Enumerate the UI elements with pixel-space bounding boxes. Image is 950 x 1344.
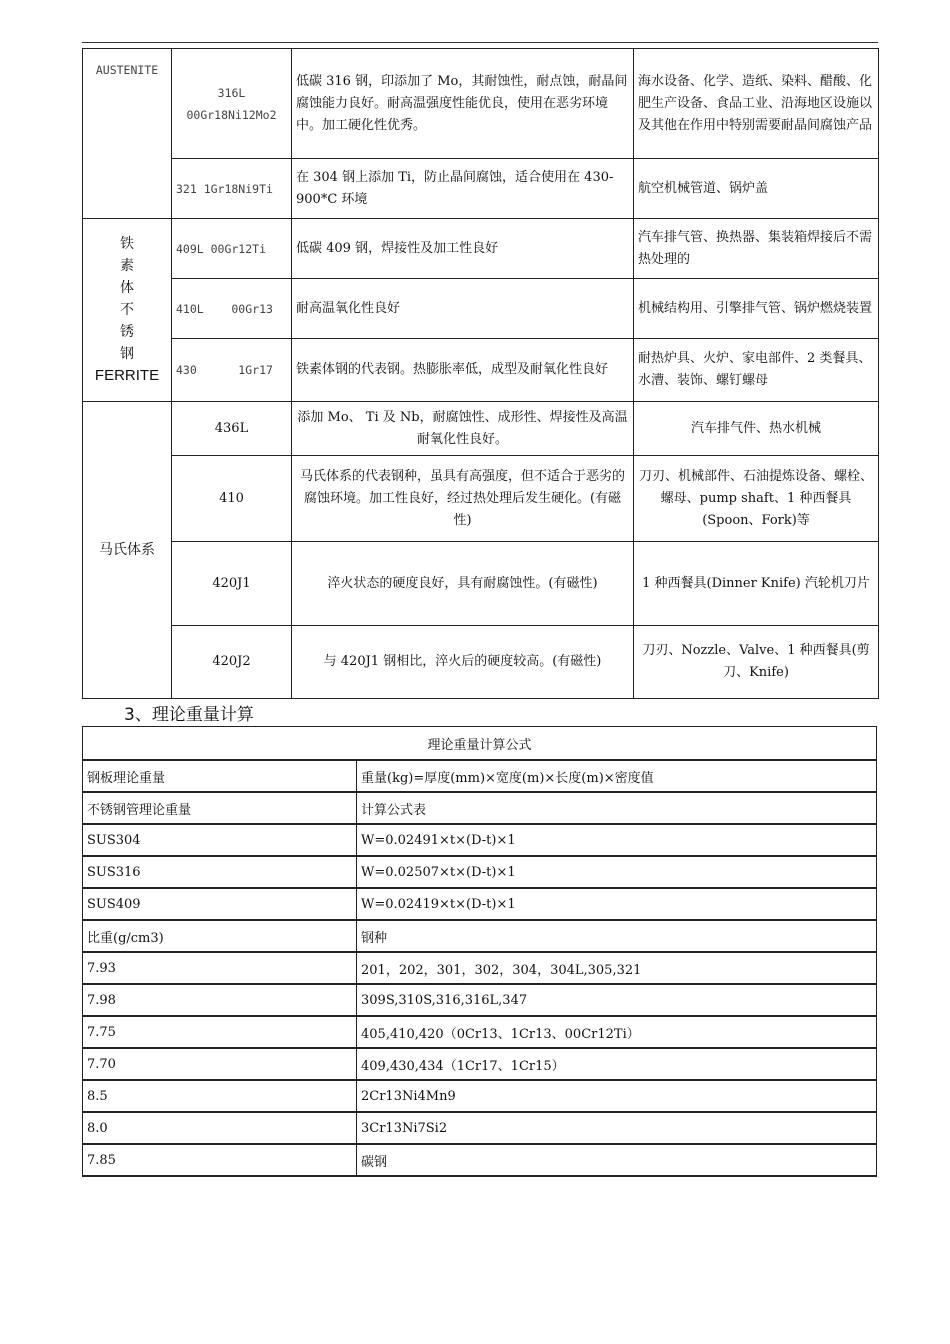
row-label: 7.93 (83, 952, 357, 984)
row-value: 重量(kg)=厚度(mm)×宽度(m)×长度(m)×密度值 (357, 760, 877, 792)
usage-cell: 刀刃、机械部件、石油提炼设备、螺栓、螺母、pump shaft、1 种西餐具(Spoon、Fork)等 (634, 456, 879, 542)
usage-cell: 机械结构用、引擎排气管、锅炉燃烧装置 (634, 279, 879, 339)
table-row (83, 219, 879, 279)
table-caption: 理论重量计算公式 (83, 727, 877, 761)
usage-cell: 汽车排气管、换热器、集装箱焊接后不需热处理的 (634, 219, 879, 279)
row-label: SUS409 (83, 888, 357, 920)
stainless-grades-table (82, 48, 879, 699)
row-label: 8.5 (83, 1080, 357, 1112)
row-label: SUS316 (83, 856, 357, 888)
row-value: 钢种 (357, 920, 877, 952)
table-row (83, 1016, 877, 1048)
category-ferrite (83, 219, 172, 402)
description-cell: 低碳 409 钢，焊接性及加工性良好 (292, 219, 634, 279)
table-row (83, 339, 879, 402)
usage-cell: 汽车排气件、热水机械 (634, 402, 879, 456)
row-label: 7.98 (83, 984, 357, 1016)
row-label: 8.0 (83, 1112, 357, 1144)
row-value: 3Cr13Ni7Si2 (357, 1112, 877, 1144)
table-row (83, 279, 879, 339)
row-value: 碳钢 (357, 1144, 877, 1176)
row-value: W=0.02491×t×(D-t)×1 (357, 824, 877, 856)
top-rule (82, 42, 878, 43)
table-row (83, 542, 879, 626)
table-row (83, 1048, 877, 1080)
description-cell: 淬火状态的硬度良好，具有耐腐蚀性。(有磁性) (292, 542, 634, 626)
row-label: 比重(g/cm3) (83, 920, 357, 952)
usage-cell: 海水设备、化学、造纸、染料、醋酸、化肥生产设备、食品工业、沿海地区设施以及其他在作用中特别需要耐晶间腐蚀产品 (634, 49, 879, 159)
description-cell: 耐高温氧化性良好 (292, 279, 634, 339)
row-label: 7.85 (83, 1144, 357, 1176)
usage-cell: 航空机械管道、锅炉盖 (634, 159, 879, 219)
grade-cell: 420J2 (172, 626, 292, 699)
description-cell: 在 304 钢上添加 Ti，防止晶间腐蚀，适合使用在 430-900*C 环境 (292, 159, 634, 219)
table-row (83, 856, 877, 888)
table-row (83, 456, 879, 542)
grade-code: 00Gr18Ni12Mo2 (186, 107, 277, 122)
table-row (83, 49, 879, 159)
grade-cell: 410 (172, 456, 292, 542)
table-row (83, 626, 879, 699)
table-row (83, 1080, 877, 1112)
category-char: 锈 (120, 324, 134, 340)
table-row (83, 920, 877, 952)
grade-cell (172, 49, 292, 159)
table-row (83, 402, 879, 456)
row-value: 201，202，301，302，304，304L,305,321 (357, 952, 877, 984)
category-char: 素 (120, 258, 134, 274)
table-row (83, 792, 877, 824)
category-austenite: AUSTENITE (83, 49, 172, 219)
grade-cell: 420J1 (172, 542, 292, 626)
category-char: 体 (120, 280, 134, 296)
row-value: 2Cr13Ni4Mn9 (357, 1080, 877, 1112)
description-cell: 马氏体系的代表钢种，虽具有高强度，但不适合于恶劣的腐蚀环境。加工性良好，经过热处理后发生硬化。(有磁性) (292, 456, 634, 542)
row-value: 309S,310S,316,316L,347 (357, 984, 877, 1016)
description-cell: 与 420J1 钢相比，淬火后的硬度较高。(有磁性) (292, 626, 634, 699)
table-row (83, 159, 879, 219)
grade-cell: 430 1Gr17 (172, 339, 292, 402)
category-english: FERRITE (94, 367, 160, 384)
description-cell: 添加 Mo、 Ti 及 Nb，耐腐蚀性、成形性、焊接性及高温耐氧化性良好。 (292, 402, 634, 456)
table-row (83, 760, 877, 792)
row-label: 不锈钢管理论重量 (83, 792, 357, 824)
table-row (83, 1144, 877, 1176)
grade-cell: 436L (172, 402, 292, 456)
row-value: 405,410,420（0Cr13、1Cr13、00Cr12Ti） (357, 1016, 877, 1048)
row-label: SUS304 (83, 824, 357, 856)
grade-cell: 321 1Gr18Ni9Ti (172, 159, 292, 219)
grade-cell: 409L 00Gr12Ti (172, 219, 292, 279)
table-row (83, 984, 877, 1016)
row-label: 7.70 (83, 1048, 357, 1080)
row-label: 7.75 (83, 1016, 357, 1048)
description-cell: 低碳 316 钢，印添加了 Mo，其耐蚀性，耐点蚀，耐晶间腐蚀能力良好。耐高温强度性能优良，使用在恶劣环境中。加工硬化性优秀。 (292, 49, 634, 159)
table-row (83, 824, 877, 856)
row-label: 钢板理论重量 (83, 760, 357, 792)
grade-cell: 410L 00Gr13 (172, 279, 292, 339)
section-heading: 3、理论重量计算 (124, 705, 254, 725)
grade-code: 316L (217, 85, 246, 100)
row-value: W=0.02419×t×(D-t)×1 (357, 888, 877, 920)
table-row (83, 888, 877, 920)
table-row (83, 1112, 877, 1144)
usage-cell: 耐热炉具、火炉、家电部件、2 类餐具、水漕、装饰、螺钉螺母 (634, 339, 879, 402)
row-value: 计算公式表 (357, 792, 877, 824)
usage-cell: 刀刃、Nozzle、Valve、1 种西餐具(剪刀、Knife) (634, 626, 879, 699)
category-martensite: 马氏体系 (83, 402, 172, 699)
table-row (83, 952, 877, 984)
usage-cell: 1 种西餐具(Dinner Knife) 汽轮机刀片 (634, 542, 879, 626)
row-value: 409,430,434（1Cr17、1Cr15） (357, 1048, 877, 1080)
category-char: 铁 (120, 236, 134, 252)
category-char: 钢 (120, 346, 134, 362)
table-caption-row (83, 727, 877, 761)
weight-formula-table (82, 726, 877, 1177)
description-cell: 铁素体钢的代表钢。热膨胀率低，成型及耐氧化性良好 (292, 339, 634, 402)
row-value: W=0.02507×t×(D-t)×1 (357, 856, 877, 888)
category-char: 不 (120, 302, 134, 318)
